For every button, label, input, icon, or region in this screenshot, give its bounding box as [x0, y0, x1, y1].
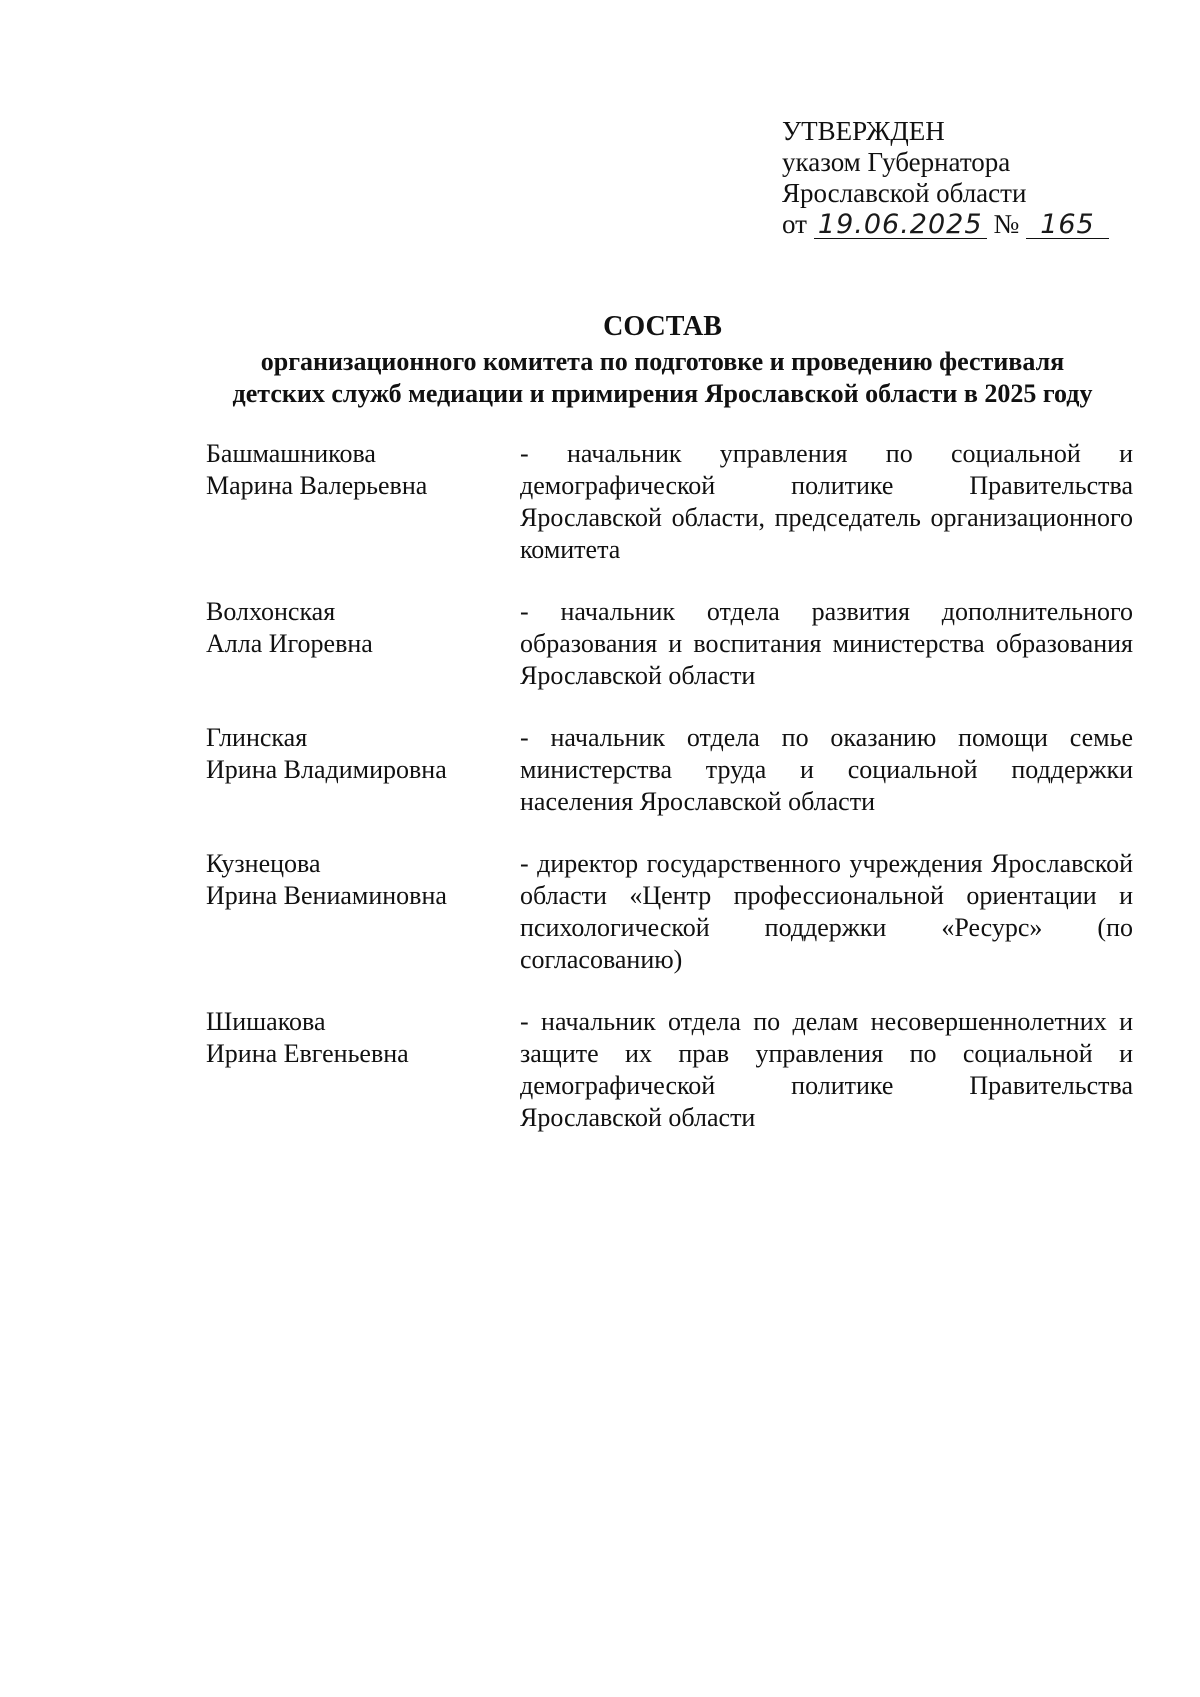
- member-position: - директор государственного учреждения Ярославской области «Центр профессиональной ориентации и психологической поддержки «Ресурс» (по согласованию): [520, 849, 1133, 974]
- member-name: [206, 722, 520, 818]
- member-name: [206, 848, 520, 976]
- member-given-name: Алла Игоревна: [206, 629, 373, 658]
- member-entry: [206, 722, 1136, 818]
- title-main: СОСТАВ: [603, 311, 722, 342]
- member-name: [206, 596, 520, 692]
- title-subtitle-2: детских служб медиации и примирения Ярославской области в 2025 году: [232, 379, 1093, 408]
- member-position: - начальник отдела по делам несовершеннолетних и защите их прав управления по социальной и демографической политике Правительства Ярославской области: [520, 1007, 1133, 1132]
- title-subtitle-1: организационного комитета по подготовке и проведению фестиваля: [260, 347, 1065, 376]
- member-surname: Кузнецова: [206, 849, 321, 878]
- member-entry: [206, 848, 1136, 976]
- member-surname: Глинская: [206, 723, 308, 752]
- approval-heading: УТВЕРЖДЕН: [782, 116, 945, 146]
- member-given-name: Марина Валерьевна: [206, 471, 428, 500]
- member-entry: [206, 438, 1136, 566]
- member-surname: Башмашникова: [206, 439, 376, 468]
- member-given-name: Ирина Вениаминовна: [206, 881, 447, 910]
- member-name: [206, 1006, 520, 1134]
- member-name: [206, 438, 520, 566]
- member-position: - начальник отдела развития дополнительного образования и воспитания министерства образования Ярославской области: [520, 597, 1133, 690]
- date-prefix: от: [782, 209, 807, 239]
- approval-date-line: [782, 209, 1109, 240]
- handwritten-number: 165: [1026, 212, 1109, 239]
- member-surname: Шишакова: [206, 1007, 326, 1036]
- member-given-name: Ирина Владимировна: [206, 755, 447, 784]
- handwritten-date: 19.06.2025: [814, 212, 987, 239]
- member-position: - начальник отдела по оказанию помощи семье министерства труда и социальной поддержки населения Ярославской области: [520, 723, 1133, 816]
- approval-block: [782, 116, 1109, 240]
- approval-line-2: Ярославской области: [782, 178, 1027, 208]
- member-given-name: Ирина Евгеньевна: [206, 1039, 409, 1068]
- member-position: - начальник управления по социальной и демографической политике Правительства Ярославской области, председатель организационного комитета: [520, 439, 1133, 564]
- member-surname: Волхонская: [206, 597, 336, 626]
- approval-line-1: указом Губернатора: [782, 147, 1011, 177]
- document-title: [180, 308, 1145, 410]
- member-entry: [206, 1006, 1136, 1134]
- member-entry: [206, 596, 1136, 692]
- members-list: [206, 438, 1136, 1164]
- number-prefix: №: [993, 209, 1020, 239]
